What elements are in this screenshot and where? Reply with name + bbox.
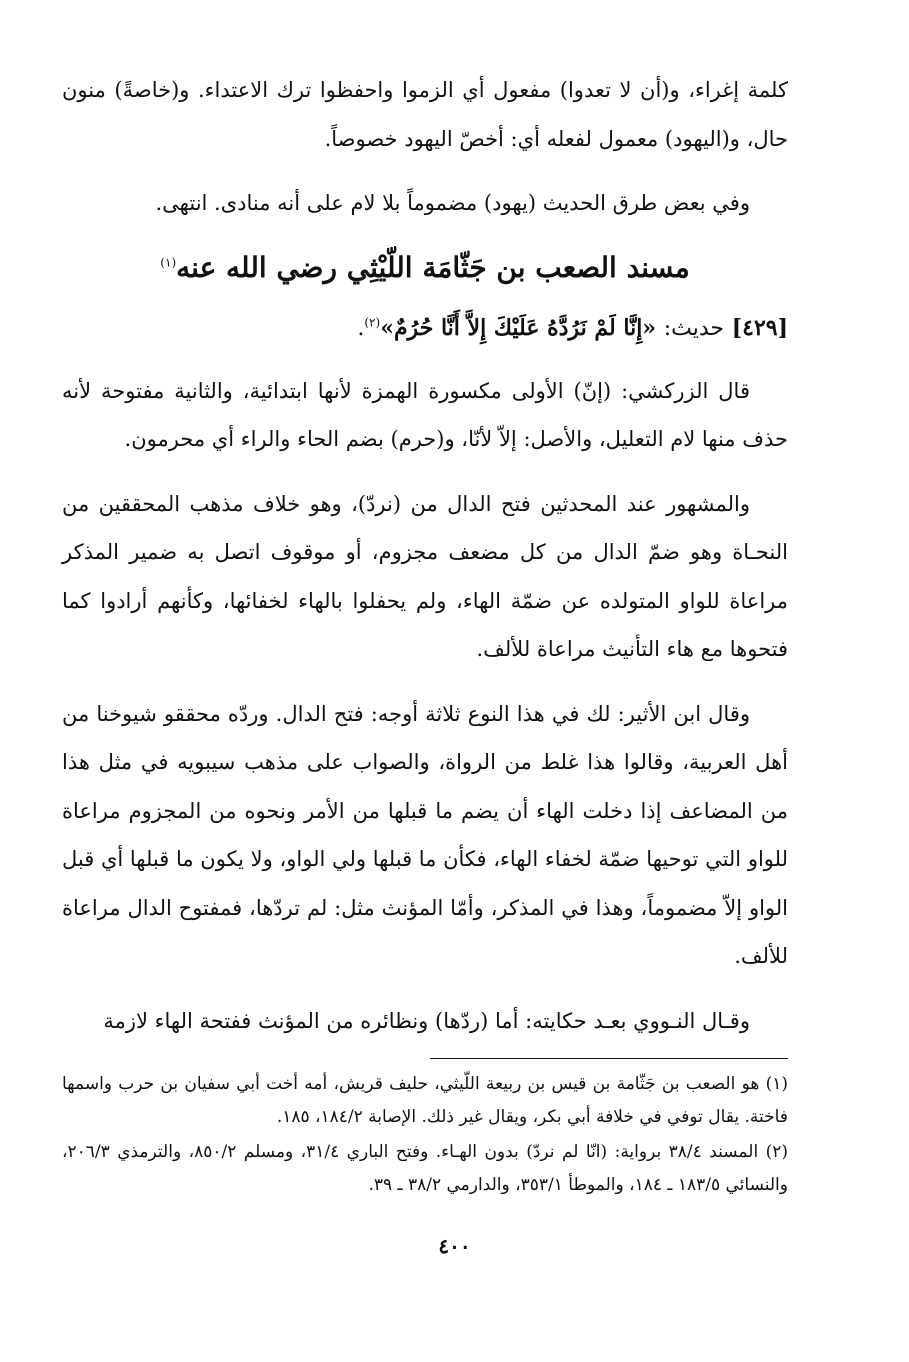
section-title-text: مسند الصعب بن جَثّامَة اللّيْثِي رضي الله عنه [176,250,690,284]
footnote-2: (٢) المسند ٣٨/٤ برواية: (انّا لم نردّ) بدون الهـاء. وفتح الباري ٣١/٤، ومسلم ٨٥٠/٢، والترمذي ٢٠٦/٣، والنسائي ١٨٣/٥ ـ ١٨٤، والموطأ ٣٥٣/١، والدارمي ٣٨/٢ ـ ٣٩. [62,1142,789,1195]
paragraph-1: كلمة إغراء، و(أن لا تعدوا) مفعول أي الزموا واحفظوا ترك الاعتداء. و(خاصةً) منون حال، و(اليهود) معمول لفعله أي: أخصّ اليهود خصوصاً. [62,78,788,151]
footnote-ref-2: (٢) [364,315,381,330]
hadith-line [62,302,788,355]
paragraph-2: وفي بعض طرق الحديث (يهود) مضموماً بلا لام على أنه منادى. انتهى. [155,191,750,215]
hadith-label: حديث: [663,315,725,341]
hadith-text: «إِنَّا لَمْ نَرُدَّهُ عَلَيْكَ إِلاَّ أَنَّا حُرُمٌ» [380,314,657,341]
paragraph-mashhur: والمشهور عند المحدثين فتح الدال من (نردّ)، وهو خلاف مذهب المحققين من النحـاة وهو ضمّ الدال من كل مضعف مجزوم، أو موقوف اتصل به ضمير المذكر مراعاة للواو المتولده عن ضمّة الهاء، ولم يحفلوا بالهاء لخفائها، وكأنهم أرادوا كما فتحوها مع هاء التأنيث مراعاة للألف. [62,491,788,661]
paragraph-nawawi: وقـال النـووي بعـد حكايته: أما (ردّها) ونظائره من المؤنث ففتحة الهاء لازمة [103,1008,750,1033]
footnote-separator [430,1058,788,1059]
paragraph-zarkashi: قال الزركشي: (إنّ) الأولى مكسورة الهمزة لأنها ابتدائية، والثانية مفتوحة لأنه حذف منها لام التعليل، والأصل: إلاّ لأنّا، و(حرم) بضم الحاء والراء أي محرمون. [62,378,788,451]
hadith-number: [٤٢٩] [731,314,788,341]
paragraph-ibn-athir: وقال ابن الأثير: لك في هذا النوع ثلاثة أوجه: فتح الدال. وردّه محققو شيوخنا من أهل العربية، وقالوا هذا غلط من الرواة، والصواب على مذهب سيبويه في مثل هذا من المضاعف إذا دخلت الهاء أن يضم ما قبلها من الأمر ونحوه من المجزوم مراعاة للواو التي توحيها ضمّة لخفاء الهاء، فكأن ما قبلها ولي الواو، ولا يكون ما قبلها أي قبل الواو إلاّ مضموماً، وهذا في المذكر، وأمّا المؤنث مثل: لم تردّها، فمفتوح الدال مراعاة للألف. [61,701,788,968]
page-body [62,66,788,1061]
footnote-1: (١) هو الصعب بن جَثّامة بن قيس بن ربيعة اللّيثي، حليف قريش، أمه أخت أبي سفيان بن حرب واسمها فاختة. يقال توفي في خلافة أبي بكر، ويقال غير ذلك. الإصابة ١٨٤/٢، ١٨٥. [62,1074,788,1127]
footnotes [62,1068,788,1204]
hadith-end: . [357,315,365,341]
page-number: ٤٠٠ [438,1234,471,1258]
footnote-ref-1: (١) [160,255,177,270]
section-title [62,240,788,296]
